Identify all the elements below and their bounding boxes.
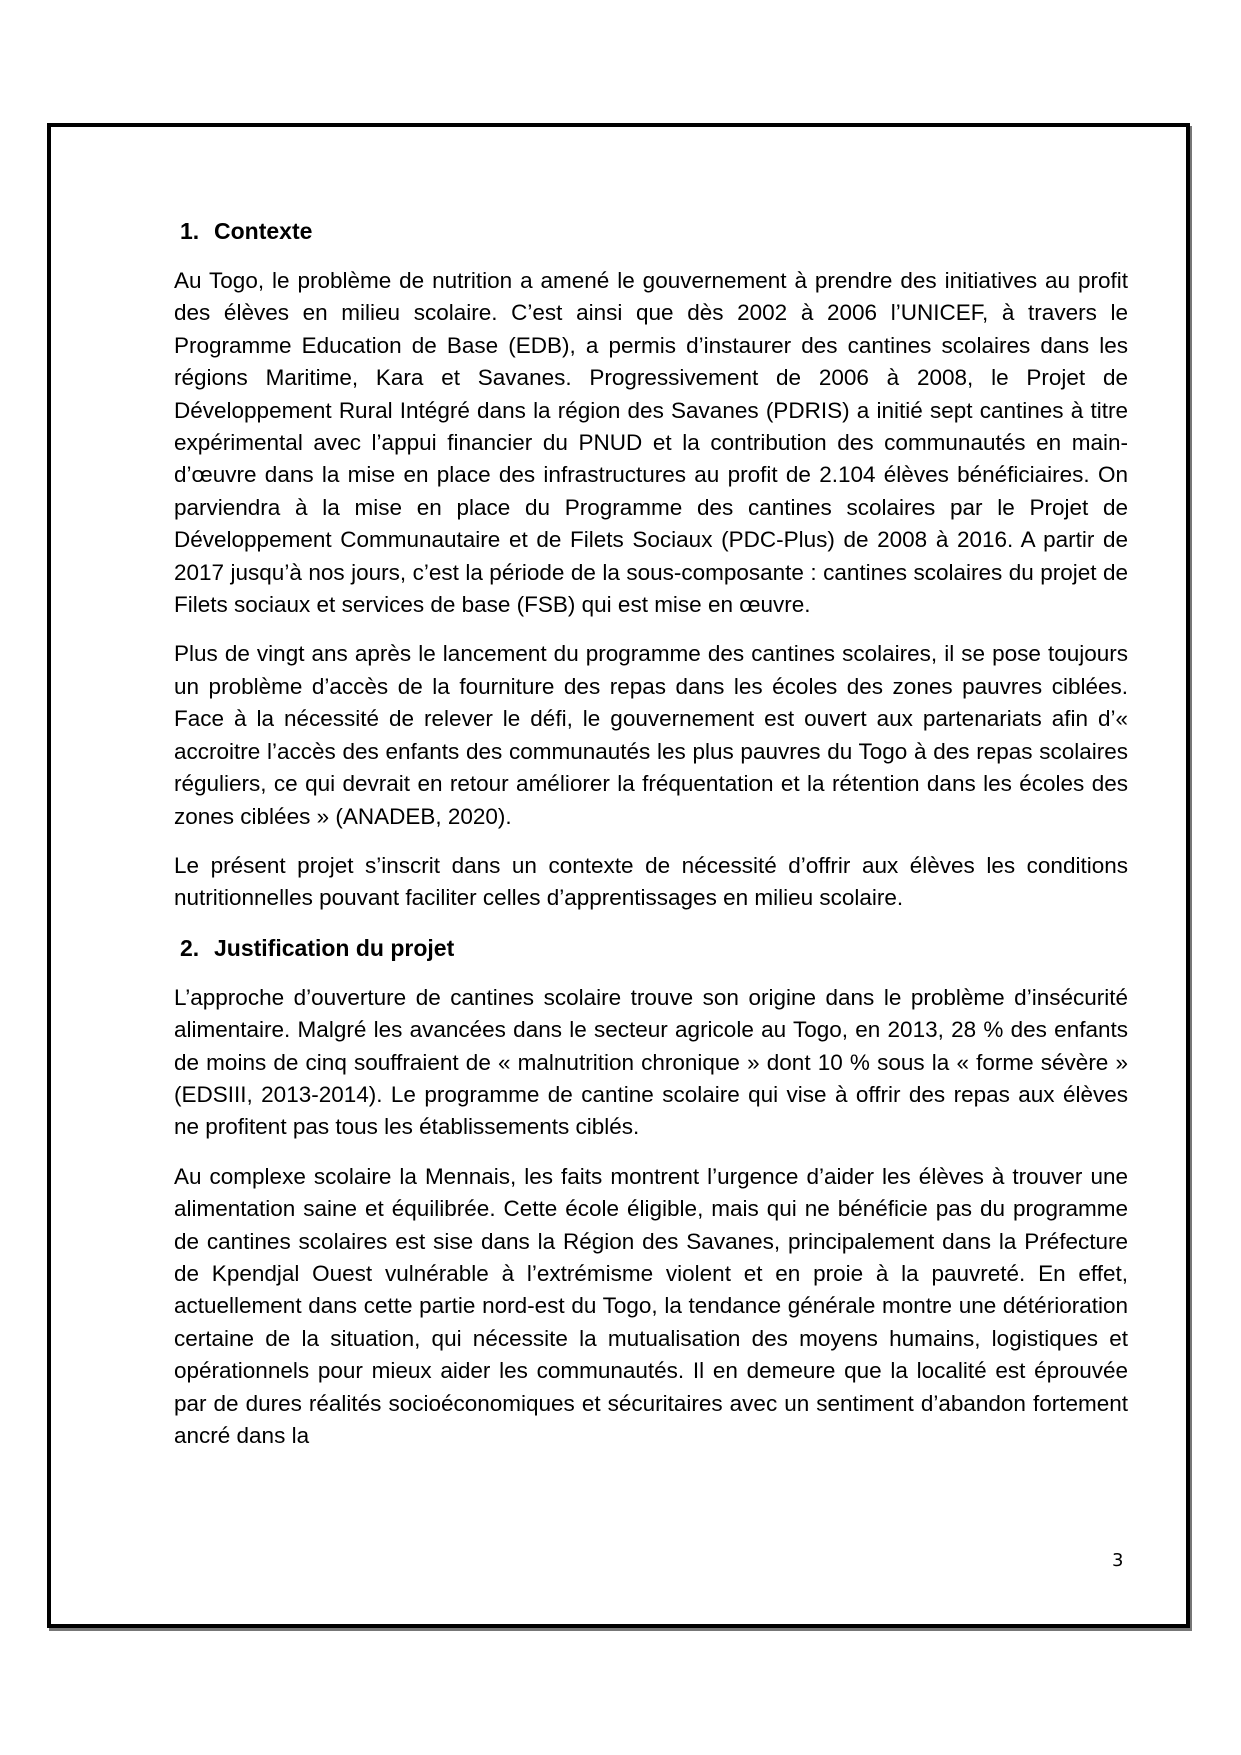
section-2-heading bbox=[180, 932, 1128, 964]
page-number: 3 bbox=[1112, 1550, 1124, 1571]
section-1-paragraph-3: Le présent projet s’inscrit dans un contexte de nécessité d’offrir aux élèves les conditions nutritionnelles pouvant faciliter celles d’apprentissages en milieu scolaire. bbox=[174, 852, 1128, 911]
section-2-paragraph-2: Au complexe scolaire la Mennais, les faits montrent l’urgence d’aider les élèves à trouver une alimentation saine et équilibrée. Cette école éligible, mais qui ne bénéficie pas du programme de cantines scolaires est sise dans la Région des Savanes, principalement dans la Préfecture de Kpendjal Ouest vulnérable à l’extrémisme violent et en proie à la pauvreté. En effet, actuellement dans cette partie nord-est du Togo, la tendance générale montre une détérioration certaine de la situation, qui nécessite la mutualisation des moyens humains, logistiques et opérationnels pour mieux aider les communautés. Il en demeure que la localité est éprouvée par de dures réalités socioéconomiques et sécuritaires avec un sentiment d’abandon fortement ancré dans la bbox=[174, 1163, 1128, 1448]
section-2-number: 2. bbox=[180, 934, 200, 961]
section-1-heading bbox=[180, 215, 1128, 247]
document-body bbox=[174, 215, 1128, 1469]
section-1-number: 1. bbox=[180, 218, 200, 244]
section-1-paragraph-2: Plus de vingt ans après le lancement du programme des cantines scolaires, il se pose toujours un problème d’accès de la fourniture des repas dans les écoles des zones pauvres ciblées. Face à la nécessité de relever le défi, le gouvernement est ouvert aux partenariats afin d’« accroitre l’accès des enfants des communautés les plus pauvres du Togo à des repas scolaires réguliers, ce qui devrait en retour améliorer la fréquentation et la rétention dans les écoles des zones ciblées » (ANADEB, 2020). bbox=[174, 641, 1128, 829]
section-2-paragraph-1: L’approche d’ouverture de cantines scolaire trouve son origine dans le problème d’insécurité alimentaire. Malgré les avancées dans le secteur agricole au Togo, en 2013, 28 % des enfants de moins de cinq souffraient de « malnutrition chronique » dont 10 % sous la « forme sévère » (EDSIII, 2013-2014). Le programme de cantine scolaire qui vise à offrir des repas aux élèves ne profitent pas tous les établissements ciblés. bbox=[174, 984, 1128, 1140]
section-1-title: Contexte bbox=[214, 218, 313, 244]
section-2-title: Justification du projet bbox=[214, 934, 455, 961]
section-1-paragraph-1: Au Togo, le problème de nutrition a amené le gouvernement à prendre des initiatives au profit des élèves en milieu scolaire. C’est ainsi que dès 2002 à 2006 l’UNICEF, à travers le Programme Education de Base (EDB), a permis d’instaurer des cantines scolaires dans les régions Maritime, Kara et Savanes. Progressivement de 2006 à 2008, le Projet de Développement Rural Intégré dans la région des Savanes (PDRIS) a initié sept cantines à titre expérimental avec l’appui financier du PNUD et la contribution des communautés en main-d’œuvre dans la mise en place des infrastructures au profit de 2.104 élèves bénéficiaires. On parviendra à la mise en place du Programme des cantines scolaires par le Projet de Développement Communautaire et de Filets Sociaux (PDC-Plus) de 2008 à 2016. A partir de 2017 jusqu’à nos jours, c’est la période de la sous-composante : cantines scolaires du projet de Filets sociaux et services de base (FSB) qui est mise en œuvre. bbox=[174, 268, 1128, 618]
